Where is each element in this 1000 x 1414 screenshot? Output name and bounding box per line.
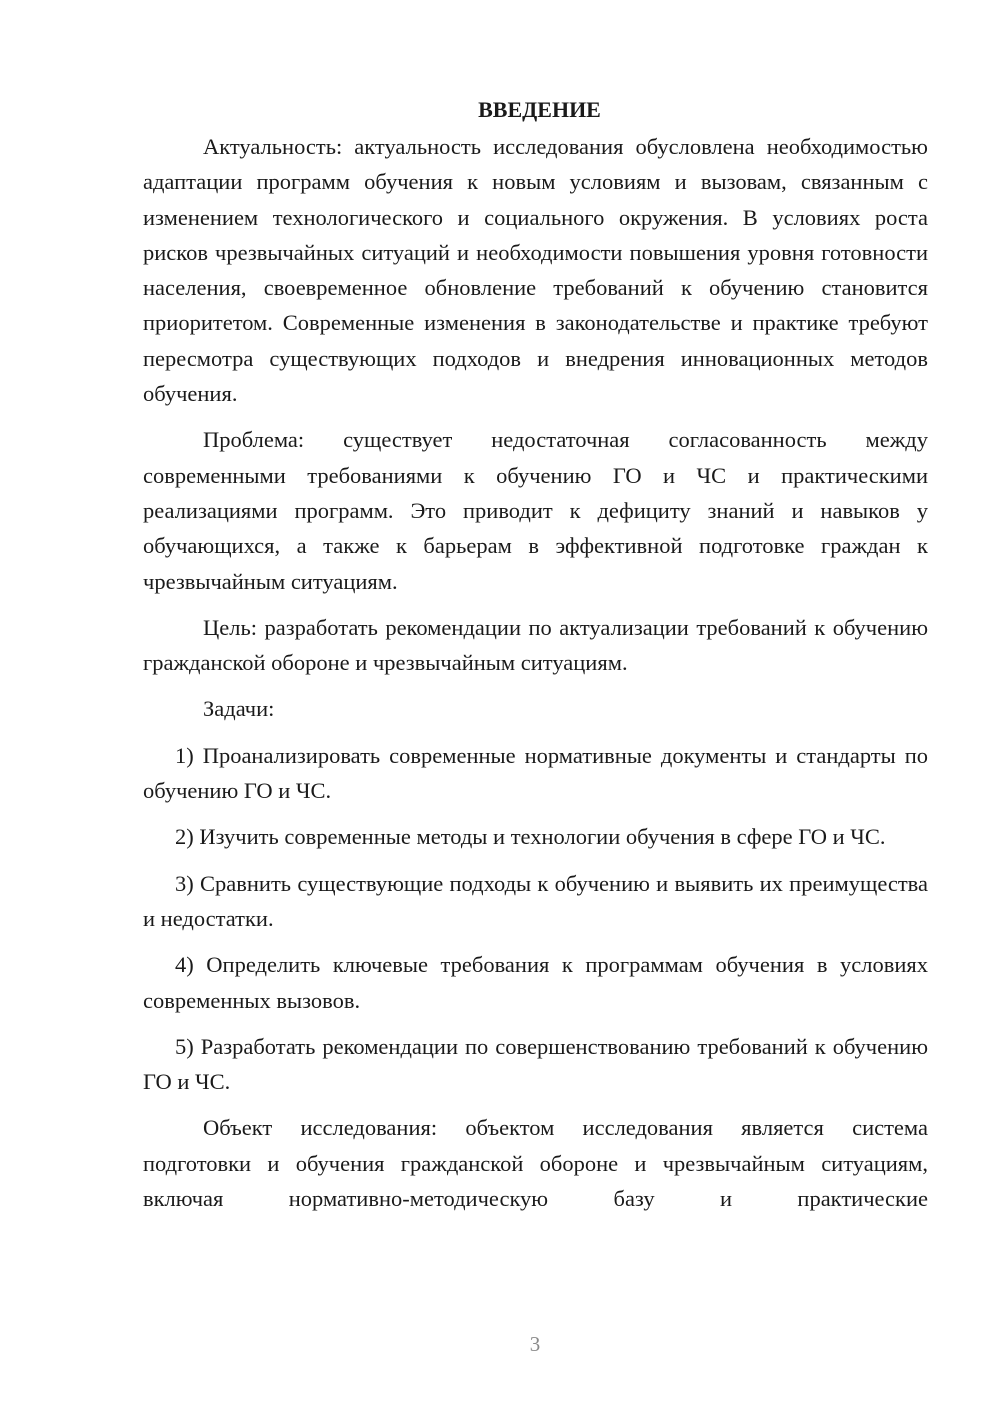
section-title: ВВЕДЕНИЕ xyxy=(478,97,601,122)
page-number: 3 xyxy=(529,1332,541,1356)
task-item-4: 4) Определить ключевые требования к программам обучения в условиях современных вызовов. xyxy=(143,952,928,1013)
document-page xyxy=(143,92,928,1216)
problem-paragraph: Проблема: существует недостаточная согласованность между современными требованиями к обучению ГО и ЧС и практическими реализациями программ. Это приводит к дефициту знаний и навыков у обучающихся, а также к барьерам в эффективной подготовке граждан к чрезвычайным ситуациям. xyxy=(143,427,928,594)
task-item-1: 1) Проанализировать современные нормативные документы и стандарты по обучению ГО и ЧС. xyxy=(143,742,928,804)
object-paragraph: Объект исследования: объектом исследования является система подготовки и обучения гражданской обороне и чрезвычайным ситуациям, включая нормативно-методическую базу и практические xyxy=(143,1115,928,1212)
goal-paragraph: Цель: разработать рекомендации по актуализации требований к обучению гражданской обороне и чрезвычайным ситуациям. xyxy=(143,614,928,676)
task-item-2: 2) Изучить современные методы и технологии обучения в сфере ГО и ЧС. xyxy=(175,824,886,850)
task-item-3: 3) Сравнить существующие подходы к обучению и выявить их преимущества и недостатки. xyxy=(143,870,928,931)
task-item-5: 5) Разработать рекомендации по совершенствованию требований к обучению ГО и ЧС. xyxy=(143,1033,928,1095)
relevance-paragraph: Актуальность: актуальность исследования обусловлена необходимостью адаптации программ обучения к новым условиям и вызовам, связанным с изменением технологического и социального окружения. В условиях роста рисков чрезвычайных ситуаций и необходимости повышения уровня готовности населения, своевременное обновление требований к обучению становится приоритетом. Современные изменения в законодательстве и практике требуют пересмотра существующих подходов и внедрения инновационных методов обучения. xyxy=(143,134,928,407)
tasks-heading: Задачи: xyxy=(203,696,275,722)
